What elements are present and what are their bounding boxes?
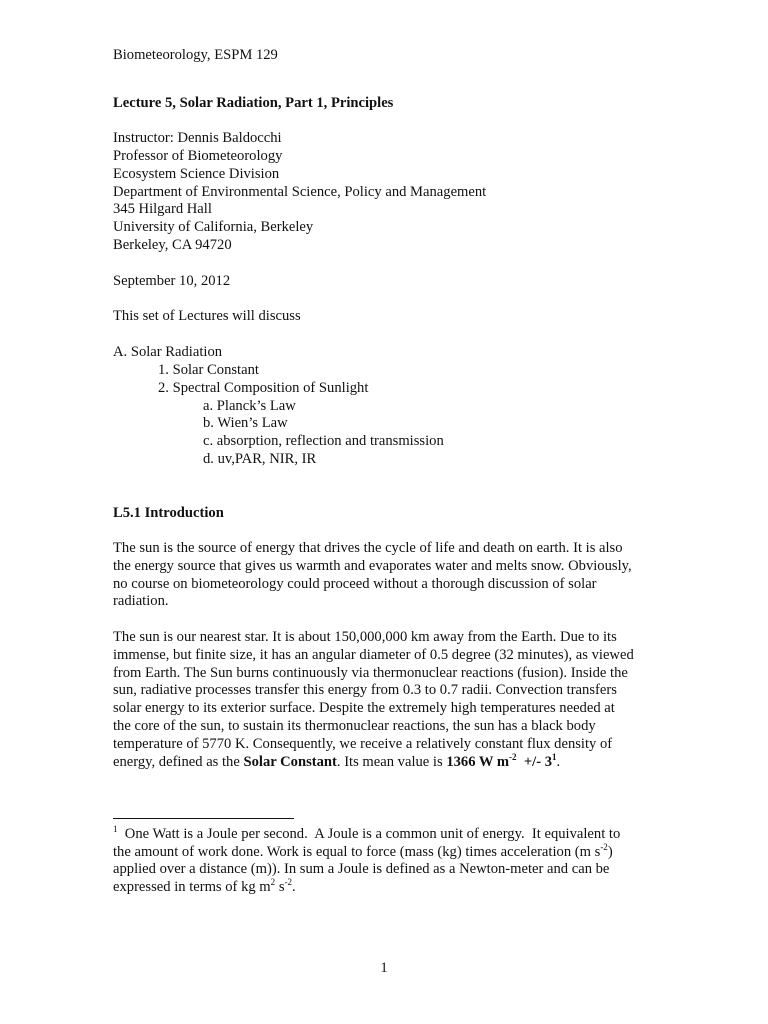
- paragraph-line: solar energy to its exterior surface. Despite the extremely high temperatures needed at: [113, 700, 615, 717]
- instructor-city: Berkeley, CA 94720: [113, 237, 232, 253]
- instructor-department: Department of Environmental Science, Policy and Management: [113, 184, 487, 200]
- document-date: September 10, 2012: [113, 273, 231, 289]
- instructor-division: Ecosystem Science Division: [113, 166, 280, 182]
- text-run: ): [607, 843, 613, 860]
- paragraph-line: the core of the sun, to sustain its thermonuclear reactions, the sun has a black body: [113, 717, 596, 734]
- outline-item: 1. Solar Constant: [158, 362, 259, 378]
- text-run: . Its mean value is: [336, 753, 447, 770]
- footnote-line: applied over a distance (m)). In sum a Joule is defined as a Newton-meter and can be: [113, 861, 610, 878]
- text-run: expressed in terms of kg m: [113, 878, 271, 895]
- paragraph-line: radiation.: [113, 593, 169, 610]
- exponent: -2: [600, 841, 608, 852]
- paragraph-line: sun, radiative processes transfer this energy from 0.3 to 0.7 radii. Convection transfers: [113, 682, 617, 699]
- paragraph-line: the energy source that gives us warmth and evaporates water and melts snow. Obviously,: [113, 557, 632, 574]
- paragraph-line: no course on biometeorology could proceed without a thorough discussion of solar: [113, 575, 597, 592]
- instructor-title: Professor of Biometeorology: [113, 148, 283, 164]
- exponent: -2: [284, 876, 292, 887]
- paragraph-line: from Earth. The Sun burns continuously via thermonuclear reactions (fusion). Inside the: [113, 664, 628, 681]
- text-run: energy, defined as the: [113, 753, 244, 770]
- text-run: .: [556, 753, 561, 770]
- text-run: s: [275, 878, 285, 895]
- course-header: Biometeorology, ESPM 129: [113, 47, 278, 63]
- footnote-separator: [113, 818, 294, 819]
- text-run: .: [292, 878, 296, 895]
- value-text: 1366 W m: [446, 753, 510, 770]
- outline-subitem: b. Wien’s Law: [203, 415, 288, 431]
- intro-paragraph-2: [113, 629, 633, 771]
- outline-subitem: d. uv,PAR, NIR, IR: [203, 451, 317, 467]
- paragraph-line: temperature of 5770 K. Consequently, we receive a relatively constant flux density of: [113, 735, 613, 752]
- outline-subitem: c. absorption, reflection and transmission: [203, 433, 444, 449]
- lecture-title: Lecture 5, Solar Radiation, Part 1, Principles: [113, 95, 394, 111]
- footnote-line: [113, 841, 633, 862]
- instructor-university: University of California, Berkeley: [113, 219, 314, 235]
- paragraph-line: immense, but finite size, it has an angular diameter of 0.5 degree (32 minutes), as viewed: [113, 646, 634, 663]
- solar-constant-value: [446, 751, 557, 770]
- outline-subitem: a. Planck’s Law: [203, 398, 296, 414]
- outline-intro: This set of Lectures will discuss: [113, 308, 301, 324]
- intro-paragraph-1: [113, 540, 633, 611]
- footnote-line: [113, 876, 633, 897]
- instructor-office: 345 Hilgard Hall: [113, 201, 212, 217]
- section-heading: L5.1 Introduction: [113, 505, 224, 521]
- exponent: 2: [270, 876, 276, 887]
- text-run: the amount of work done. Work is equal to force (mass (kg) times acceleration (m s: [113, 843, 601, 860]
- page-number: 1: [380, 960, 388, 976]
- footnote-marker: 1: [113, 824, 118, 834]
- footnote: [113, 826, 633, 896]
- exponent: -2: [509, 751, 517, 762]
- footnote-reference[interactable]: 1: [552, 751, 557, 762]
- outline-section: A. Solar Radiation: [113, 344, 223, 360]
- text-run: One Watt is a Joule per second. A Joule is a common unit of energy. It equivalent to: [117, 826, 621, 842]
- outline-item: 2. Spectral Composition of Sunlight: [158, 380, 369, 396]
- paragraph-line-solar-constant: [113, 751, 633, 772]
- paragraph-line: The sun is the source of energy that drives the cycle of life and death on earth. It is also: [113, 540, 623, 556]
- tolerance-text: +/- 3: [516, 753, 553, 770]
- paragraph-line: The sun is our nearest star. It is about 150,000,000 km away from the Earth. Due to its: [113, 629, 617, 645]
- solar-constant-term: Solar Constant: [243, 753, 337, 770]
- footnote-line: [113, 826, 633, 844]
- instructor-name: Instructor: Dennis Baldocchi: [113, 130, 282, 146]
